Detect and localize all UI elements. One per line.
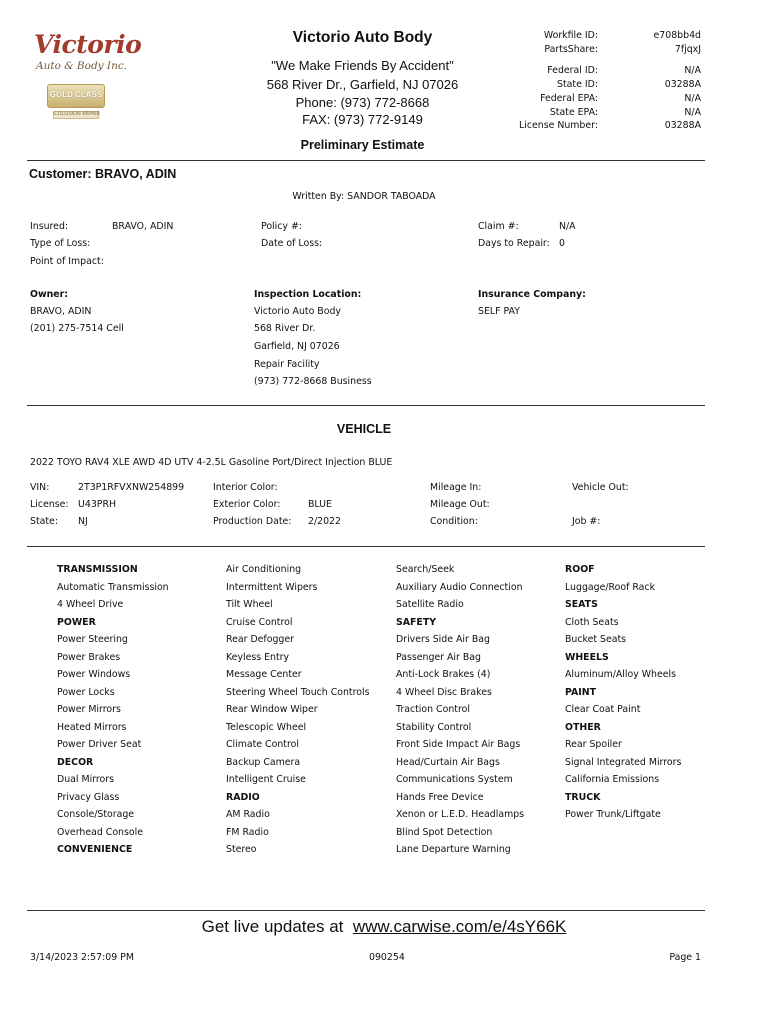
gold-class-badge-text: GOLD CLASS	[49, 90, 103, 99]
divider	[27, 160, 705, 161]
company-fax: FAX: (973) 772-9149	[302, 112, 423, 127]
company-name: Victorio Auto Body	[292, 29, 433, 46]
option-item: California Emissions	[565, 774, 660, 785]
option-item: Rear Window Wiper	[226, 704, 318, 715]
policy-label: Policy #:	[261, 221, 302, 232]
option-item: Hands Free Device	[396, 791, 484, 803]
option-category-heading: DECOR	[57, 756, 94, 768]
option-item: Stereo	[226, 844, 257, 855]
inspection-line: (973) 772-8668 Business	[254, 376, 372, 387]
mileage-in-label: Mileage In:	[430, 482, 482, 493]
license-value: U43PRH	[78, 499, 117, 510]
interior-color-label: Interior Color:	[213, 482, 278, 493]
partsshare-value: 7fjqxJ	[674, 44, 701, 55]
insured-value: BRAVO, ADIN	[112, 221, 174, 232]
vehicle-out-label: Vehicle Out:	[572, 482, 629, 493]
federal-epa-label: Federal EPA:	[540, 93, 598, 104]
option-item: Rear Defogger	[226, 634, 294, 645]
option-category-heading: PAINT	[565, 686, 596, 698]
license-number-value: 03288A	[664, 120, 701, 131]
job-number-label: Job #:	[572, 516, 601, 527]
vehicle-heading: VEHICLE	[336, 422, 392, 436]
option-item: Aluminum/Alloy Wheels	[565, 669, 676, 680]
divider	[27, 910, 705, 911]
option-item: 4 Wheel Disc Brakes	[396, 686, 492, 698]
option-item: Traction Control	[396, 704, 470, 715]
state-epa-value: N/A	[684, 107, 701, 118]
date-of-loss-label: Date of Loss:	[261, 238, 323, 249]
partsshare-label: PartsShare:	[544, 44, 598, 55]
license-number-label: License Number:	[519, 120, 598, 131]
gold-class-badge	[47, 84, 105, 108]
option-item: AM Radio	[226, 809, 270, 820]
document-title: Preliminary Estimate	[300, 138, 425, 152]
workfile-id-value: e708bb4d	[653, 30, 701, 41]
collision-repair-ribbon-text: COLLISION REPAIR	[54, 111, 101, 117]
option-category-heading: POWER	[57, 616, 96, 628]
option-item: Power Steering	[57, 634, 128, 645]
option-item: Power Locks	[57, 686, 115, 698]
company-slogan: "We Make Friends By Accident"	[271, 58, 454, 73]
state-value: NJ	[78, 516, 88, 527]
option-item: 4 Wheel Drive	[57, 599, 124, 610]
option-item: Rear Spoiler	[565, 739, 622, 750]
inspection-line: Victorio Auto Body	[254, 306, 341, 317]
owner-heading: Owner:	[30, 289, 69, 300]
state-id-label: State ID:	[557, 79, 598, 90]
logo-tagline: Auto & Body Inc.	[36, 60, 128, 72]
option-category-heading: TRUCK	[565, 791, 601, 803]
inspection-line: Repair Facility	[254, 359, 320, 370]
claim-number-value: N/A	[559, 221, 576, 232]
option-category-heading: RADIO	[226, 791, 260, 803]
option-item: Console/Storage	[57, 809, 135, 820]
written-by: Written By: SANDOR TABOADA	[292, 191, 436, 202]
option-item: Satellite Radio	[396, 599, 464, 610]
live-updates-link[interactable]: www.carwise.com/e/4sY66K	[352, 917, 567, 936]
option-item: Clear Coat Paint	[565, 704, 641, 715]
exterior-color-value: BLUE	[308, 499, 332, 510]
company-phone: Phone: (973) 772-8668	[295, 95, 430, 110]
print-timestamp: 3/14/2023 2:57:09 PM	[30, 952, 134, 963]
option-item: Air Conditioning	[226, 564, 302, 575]
federal-epa-value: N/A	[684, 93, 701, 104]
option-category-heading: CONVENIENCE	[57, 844, 133, 855]
live-updates-banner	[0, 917, 768, 937]
insurance-company-heading: Insurance Company:	[478, 289, 586, 300]
option-item: Telescopic Wheel	[226, 721, 307, 733]
vin-value: 2T3P1RFVXNW254899	[78, 482, 185, 493]
insurance-company-name: SELF PAY	[478, 306, 520, 317]
state-id-value: 03288A	[664, 79, 701, 90]
company-address: 568 River Dr., Garfield, NJ 07026	[266, 77, 459, 92]
collision-repair-ribbon	[53, 111, 99, 119]
option-item: Power Trunk/Liftgate	[565, 809, 661, 820]
option-item: Power Windows	[57, 669, 131, 680]
state-epa-label: State EPA:	[549, 107, 598, 118]
option-category-heading: SEATS	[565, 599, 598, 610]
page-number: Page 1	[669, 952, 701, 963]
option-item: Xenon or L.E.D. Headlamps	[396, 809, 525, 820]
option-item: Communications System	[396, 774, 513, 785]
option-item: Auxiliary Audio Connection	[396, 581, 523, 593]
production-date-label: Production Date:	[213, 516, 292, 527]
license-label: License:	[30, 499, 69, 510]
option-item: Dual Mirrors	[57, 774, 114, 785]
option-item: Stability Control	[396, 721, 472, 733]
divider	[27, 405, 705, 406]
option-item: Backup Camera	[226, 756, 301, 768]
option-item: Keyless Entry	[226, 651, 290, 663]
option-item: Power Mirrors	[57, 704, 121, 715]
option-item: Privacy Glass	[57, 791, 120, 803]
option-item: Intelligent Cruise	[226, 774, 306, 785]
inspection-location-heading: Inspection Location:	[254, 289, 362, 300]
option-item: Power Driver Seat	[57, 739, 142, 750]
option-item: Anti-Lock Brakes (4)	[396, 669, 491, 680]
option-item: Automatic Transmission	[57, 581, 169, 593]
document-code: 090254	[369, 952, 405, 963]
option-item: Lane Departure Warning	[396, 844, 511, 855]
inspection-line: 568 River Dr.	[254, 323, 316, 334]
company-logo	[30, 30, 142, 122]
option-item: Cruise Control	[226, 616, 293, 628]
type-of-loss-label: Type of Loss:	[30, 238, 91, 249]
option-item: Drivers Side Air Bag	[396, 634, 490, 645]
logo-wordmark: Victorio	[34, 30, 142, 59]
production-date-value: 2/2022	[308, 516, 341, 527]
option-item: Overhead Console	[57, 826, 143, 838]
days-to-repair-value: 0	[559, 238, 565, 249]
condition-label: Condition:	[430, 516, 478, 527]
divider	[27, 546, 705, 547]
mileage-out-label: Mileage Out:	[430, 499, 490, 510]
option-item: Head/Curtain Air Bags	[396, 756, 500, 768]
option-item: FM Radio	[226, 826, 269, 838]
state-label: State:	[30, 516, 58, 527]
option-item: Steering Wheel Touch Controls	[226, 686, 370, 698]
option-category-heading: SAFETY	[396, 616, 436, 628]
claim-number-label: Claim #:	[478, 221, 519, 232]
option-item: Blind Spot Detection	[396, 826, 493, 838]
option-item: Intermittent Wipers	[226, 581, 318, 593]
exterior-color-label: Exterior Color:	[213, 499, 281, 510]
inspection-line: Garfield, NJ 07026	[254, 341, 340, 352]
option-item: Search/Seek	[396, 564, 455, 575]
vin-label: VIN:	[30, 482, 50, 493]
vehicle-description: 2022 TOYO RAV4 XLE AWD 4D UTV 4-2.5L Gasoline Port/Direct Injection BLUE	[30, 457, 393, 468]
option-item: Signal Integrated Mirrors	[565, 756, 682, 768]
option-item: Luggage/Roof Rack	[565, 581, 656, 593]
option-item: Power Brakes	[57, 651, 121, 663]
option-item: Message Center	[226, 669, 302, 680]
point-of-impact-label: Point of Impact:	[30, 256, 104, 267]
insured-label: Insured:	[30, 221, 69, 232]
option-item: Climate Control	[226, 739, 299, 750]
option-item: Heated Mirrors	[57, 721, 127, 733]
option-item: Tilt Wheel	[226, 599, 273, 610]
owner-name: BRAVO, ADIN	[30, 306, 92, 317]
customer-heading: Customer: BRAVO, ADIN	[29, 167, 177, 181]
option-category-heading: WHEELS	[565, 651, 609, 663]
workfile-id-label: Workfile ID:	[543, 30, 598, 41]
option-category-heading: ROOF	[565, 564, 595, 575]
option-category-heading: TRANSMISSION	[57, 564, 138, 575]
option-category-heading: OTHER	[565, 721, 601, 733]
federal-id-value: N/A	[684, 65, 701, 76]
owner-phone: (201) 275-7514 Cell	[30, 323, 124, 334]
option-item: Bucket Seats	[565, 634, 627, 645]
option-item: Cloth Seats	[565, 616, 619, 628]
federal-id-label: Federal ID:	[547, 65, 598, 76]
live-updates-text: Get live updates at	[201, 917, 344, 936]
days-to-repair-label: Days to Repair:	[478, 238, 550, 249]
option-item: Passenger Air Bag	[396, 651, 481, 663]
option-item: Front Side Impact Air Bags	[396, 739, 521, 750]
